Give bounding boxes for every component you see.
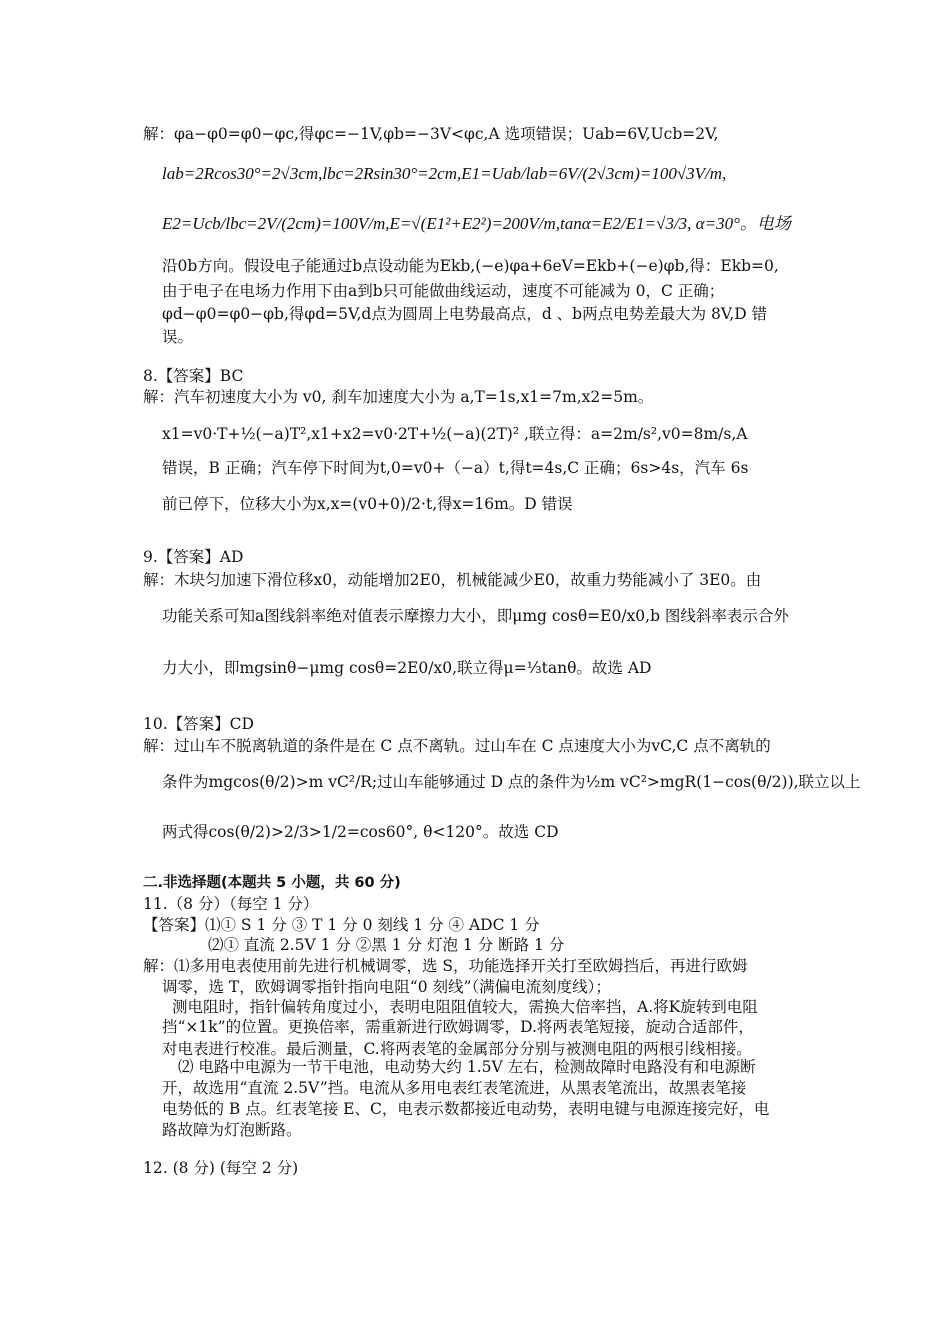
q10-line-3: 两式得cos(θ/2)>2/3>1/2=cos60°, θ<120°。故选 CD <box>162 823 559 841</box>
q7-line-4: 沿0b方向。假设电子能通过b点设动能为Ekb,(−e)φa+6eV=Ekb+(−e)φb,得：Ekb=0, <box>162 257 779 275</box>
q11-line-1: 解：⑴多用电表使用前先进行机械调零，选 S，功能选择开关打至欧姆挡后，再进行欧姆 <box>143 957 748 975</box>
q7-line-1: 解：φa−φ0=φ0−φc,得φc=−1V,φb=−3V<φc,A 选项错误；Uab=6V,Ucb=2V, <box>143 125 719 143</box>
q11-answer-1: 【答案】⑴① S 1 分 ③ T 1 分 0 刻线 1 分 ④ ADC 1 分 <box>143 916 540 934</box>
q11-line-2: 调零，选 T，欧姆调零指针指向电阻“0 刻线”（满偏电流刻度线）； <box>162 978 611 996</box>
q11-line-3: 测电阻时，指针偏转角度过小，表明电阻阻值较大，需换大倍率挡，A.将K旋转到电阻 <box>172 998 758 1016</box>
q10-line-1: 解：过山车不脱离轨道的条件是在 C 点不离轨。过山车在 C 点速度大小为vC,C 点不离轨的 <box>143 737 771 755</box>
q7-line-3: E2=Ucb/lbc=2V/(2cm)=100V/m,E=√(E1²+E2²)=200V/m,tanα=E2/E1=√3/3, α=30°。电场 <box>162 214 791 233</box>
q7-line-5: 由于电子在电场力作用下由a到b只可能做曲线运动，速度不可能减为 0，C 正确； <box>162 282 725 300</box>
q8-line-1: 解：汽车初速度大小为 v0, 刹车加速度大小为 a,T=1s,x1=7m,x2=5m。 <box>143 388 654 406</box>
q11-line-4: 挡“×1k”的位置。更换倍率，需重新进行欧姆调零，D.将两表笔短接，旋动合适部件， <box>162 1018 754 1036</box>
q9-title: 9.【答案】AD <box>143 548 244 566</box>
q10-title: 10.【答案】CD <box>143 715 254 733</box>
q11-title: 11.（8 分）（每空 1 分） <box>143 895 319 913</box>
q11-line-6: ⑵ 电路中电源为一节干电池，电动势大约 1.5V 左右，检测故障时电路没有和电源断 <box>178 1058 756 1076</box>
q10-line-2: 条件为mgcos(θ/2)>m vC²/R;过山车能够通过 D 点的条件为½m vC²>mgR(1−cos(θ/2)),联立以上 <box>162 773 861 791</box>
section-2-heading: 二.非选择题(本题共 5 小题，共 60 分) <box>143 875 401 891</box>
q11-line-7: 开，故选用“直流 2.5V”挡。电流从多用电表红表笔流进，从黑表笔流出，故黑表笔接 <box>162 1079 747 1097</box>
q9-line-3: 力大小，即mgsinθ−μmg cosθ=2E0/x0,联立得μ=⅓tanθ。故选 AD <box>162 659 652 677</box>
q12-title: 12. (8 分) (每空 2 分) <box>143 1159 299 1177</box>
q8-line-2: x1=v0·T+½(−a)T²,x1+x2=v0·2T+½(−a)(2T)² ,联立得：a=2m/s²,v0=8m/s,A <box>162 425 748 443</box>
q11-answer-2: ⑵① 直流 2.5V 1 分 ②黑 1 分 灯泡 1 分 断路 1 分 <box>208 936 565 954</box>
q11-line-5: 对电表进行校准。最后测量，C.将两表笔的金属部分分别与被测电阻的两根引线相接。 <box>162 1040 752 1058</box>
q7-line-6: φd−φ0=φ0−φb,得φd=5V,d点为圆周上电势最高点，d 、b两点电势差最大为 8V,D 错 <box>162 305 768 323</box>
q7-line-7: 误。 <box>162 328 194 346</box>
q7-line-2: lab=2Rcos30°=2√3cm,lbc=2Rsin30°=2cm,E1=Uab/lab=6V/(2√3cm)=100√3V/m, <box>162 164 727 183</box>
q8-title: 8.【答案】BC <box>143 367 244 385</box>
q9-line-2: 功能关系可知a图线斜率绝对值表示摩擦力大小，即μmg cosθ=E0/x0,b 图线斜率表示合外 <box>162 607 789 625</box>
q9-line-1: 解：木块匀加速下滑位移x0，动能增加2E0，机械能减少E0，故重力势能减小了 3E0。由 <box>143 571 762 589</box>
q11-line-8: 电势低的 B 点。红表笔接 E、C，电表示数都接近电动势，表明电键与电源连接完好，电 <box>162 1100 770 1118</box>
q8-line-3: 错误，B 正确；汽车停下时间为t,0=v0+（−a）t,得t=4s,C 正确；6s>4s，汽车 6s <box>162 459 749 477</box>
q11-line-9: 路故障为灯泡断路。 <box>162 1121 302 1139</box>
q8-line-4: 前已停下，位移大小为x,x=(v0+0)/2·t,得x=16m。D 错误 <box>162 495 573 513</box>
